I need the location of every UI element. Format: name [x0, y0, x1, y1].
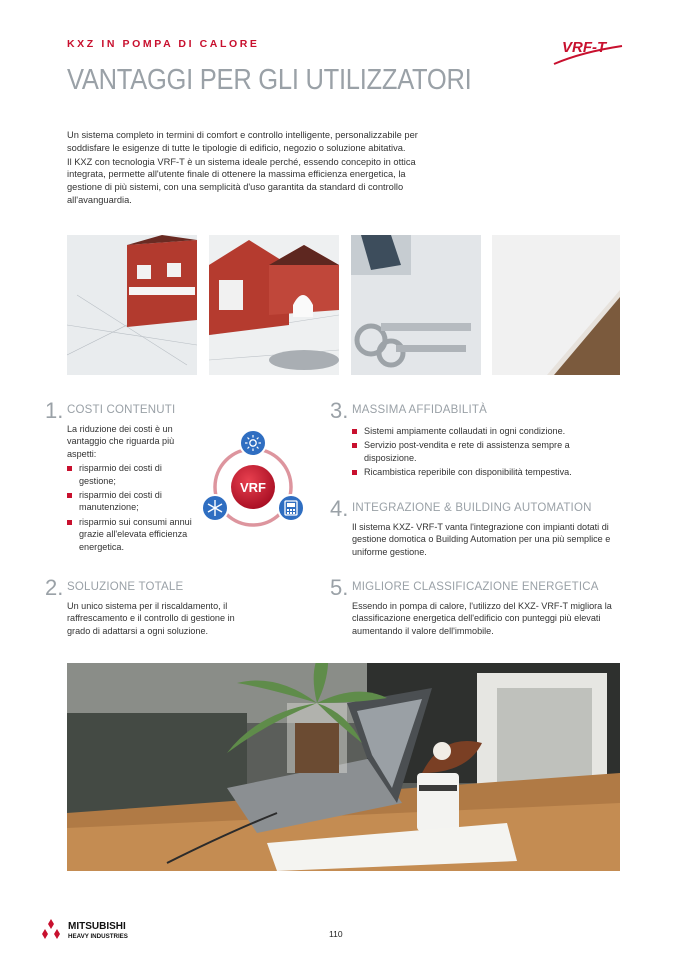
- wood-paper-photo: [492, 235, 620, 375]
- section-5-title: MIGLIORE CLASSIFICAZIONE ENERGETICA: [352, 581, 599, 593]
- section-1-text: La riduzione dei costi è un vantaggio che riguarda più aspetti:: [67, 424, 175, 459]
- section-1: [45, 398, 195, 564]
- section-1-number: 1.: [45, 398, 64, 423]
- eyebrow: KXZ IN POMPA DI CALORE: [67, 38, 260, 50]
- section-5-text: Essendo in pompa di calore, l'utilizzo del KXZ- VRF-T migliora la classificazione energetica dell'edificio con punteggi più elevati aumentando il valore dell'immobile.: [352, 601, 612, 636]
- intro-paragraph-1: Un sistema completo in termini di comfort e controllo intelligente, personalizzabile per soddisfare le esigenze di tutte le tipologie di edificio, negozio o soluzione abitativa.: [67, 130, 418, 153]
- list-item: risparmio sui consumi annui grazie all'elevata efficienza energetica.: [67, 516, 192, 553]
- section-1-bullets: [67, 462, 192, 553]
- vrf-cycle-diagram: [197, 425, 312, 540]
- house-keys-photo: [351, 235, 481, 375]
- brand-line-2: HEAVY INDUSTRIES: [68, 933, 128, 940]
- office-desk-photo: [67, 663, 620, 871]
- section-2-number: 2.: [45, 575, 64, 600]
- section-2-text: Un unico sistema per il riscaldamento, il raffrescamento e il controllo di gestione in grado di adattarsi a ogni soluzione.: [67, 601, 235, 636]
- controller-icon: [278, 495, 304, 521]
- list-item: risparmio dei costi di manutenzione;: [67, 489, 192, 514]
- mitsubishi-logo: [40, 917, 160, 941]
- section-2: [45, 575, 285, 651]
- section-3: [330, 398, 630, 494]
- list-item: Ricambistica reperibile con disponibilità tempestiva.: [352, 466, 612, 478]
- section-3-number: 3.: [330, 398, 349, 423]
- section-4-number: 4.: [330, 496, 349, 521]
- brand-line-1: MITSUBISHI: [68, 921, 126, 932]
- section-3-title: MASSIMA AFFIDABILITÀ: [352, 404, 488, 416]
- section-3-body: [352, 423, 612, 481]
- section-1-body: [67, 423, 192, 555]
- snowflake-icon: [202, 495, 228, 521]
- sun-icon: [240, 430, 266, 456]
- section-4-text: Il sistema KXZ- VRF-T vanta l'integrazione con impianti dotati di gestione domotica o Building Automation per una più semplice e uniforme gestione.: [352, 522, 611, 557]
- vrf-t-logo: [552, 36, 624, 68]
- house-model-photo-2: [209, 235, 339, 375]
- section-5-number: 5.: [330, 575, 349, 600]
- intro-paragraph-2: Il KXZ con tecnologia VRF-T è un sistema ideale perché, essendo concepito in ottica integrata, permette all'utente finale di ottenere la massima efficienza energetica, la gestione di più sistemi, con una semplicità d'uso garantita da standard di controllo all'avanguardia.: [67, 156, 416, 205]
- list-item: Servizio post-vendita e rete di assistenza sempre a disposizione.: [352, 439, 612, 464]
- section-2-title: SOLUZIONE TOTALE: [67, 581, 184, 593]
- section-4: [330, 496, 630, 572]
- section-3-bullets: [352, 425, 612, 479]
- three-diamonds-icon: [42, 919, 60, 939]
- section-5: [330, 575, 630, 651]
- section-1-title: COSTI CONTENUTI: [67, 404, 176, 416]
- list-item: Sistemi ampiamente collaudati in ogni condizione.: [352, 425, 612, 437]
- page-number: 110: [329, 929, 343, 939]
- page-title: VANTAGGI PER GLI UTILIZZATORI: [67, 64, 472, 96]
- list-item: risparmio dei costi di gestione;: [67, 462, 192, 487]
- vrf-center-label: VRF: [240, 480, 266, 495]
- vrf-t-logo-text: VRF-T: [562, 39, 607, 56]
- intro-text: [67, 129, 437, 208]
- section-4-title: INTEGRAZIONE & BUILDING AUTOMATION: [352, 502, 592, 514]
- house-model-photo-1: [67, 235, 197, 375]
